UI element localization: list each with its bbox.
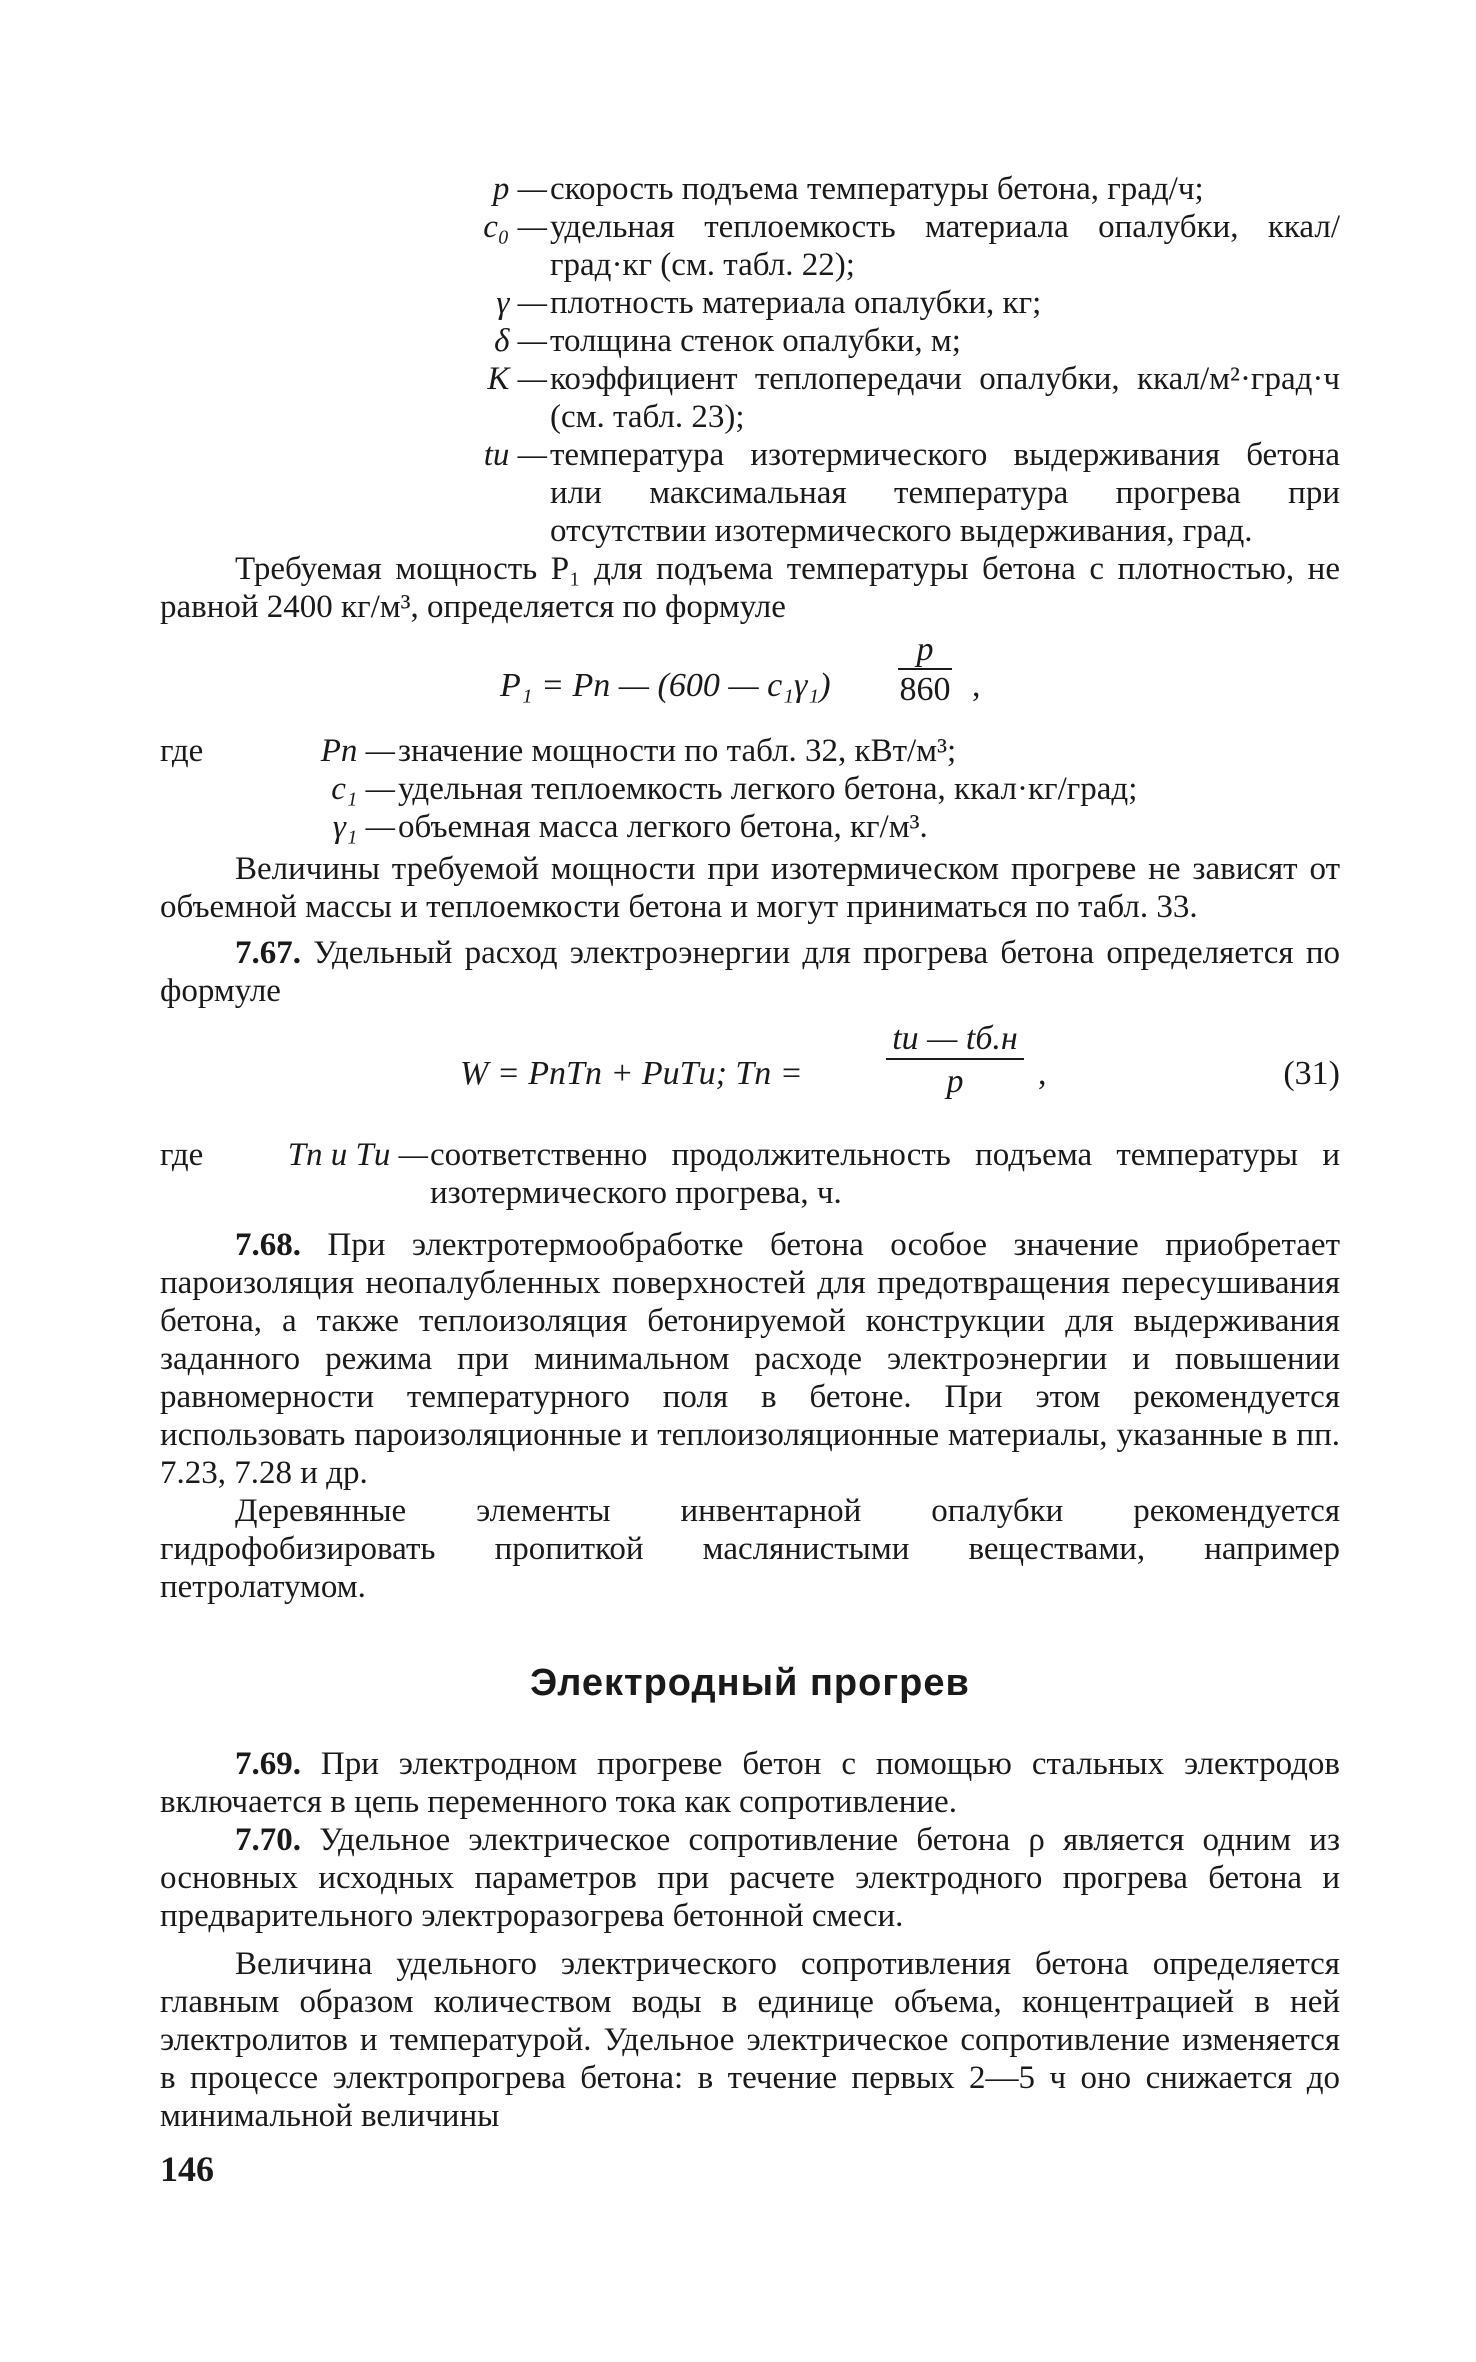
formula-main: W = PпTп + PиTи; Tп = bbox=[460, 1055, 803, 1092]
definition-symbol: δ — bbox=[494, 323, 547, 359]
paragraph-7-69 bbox=[160, 1745, 1340, 1821]
definition-text: толщина стенок опалубки, м; bbox=[550, 323, 961, 359]
paragraph-7-70 bbox=[160, 1821, 1340, 1935]
paragraph-7-68 bbox=[160, 1226, 1340, 1492]
clause-number: 7.67. bbox=[235, 935, 301, 971]
fraction-numerator: p bbox=[916, 631, 934, 668]
definition-symbol: c₁ — bbox=[331, 771, 395, 807]
definition-symbol: tи — bbox=[483, 437, 547, 473]
formula-number: (31) bbox=[1283, 1055, 1340, 1092]
definition-text: скорость подъема температуры бетона, град/ч; bbox=[550, 171, 1204, 207]
paragraph-7-67 bbox=[160, 934, 1340, 1010]
variable-definitions bbox=[160, 170, 1340, 550]
paragraph-wooden-elements: Деревянные элементы инвентарной опалубки рекомендуется гидрофобизировать пропиткой маслянистыми веществами, например петролатумом. bbox=[160, 1493, 1340, 1605]
definition-symbol: Tп и Tи — bbox=[287, 1137, 428, 1173]
definition-item bbox=[160, 808, 1340, 846]
definition-item bbox=[160, 770, 1340, 808]
definition-item bbox=[160, 360, 1340, 436]
page-body bbox=[160, 170, 1340, 2135]
definition-symbol: Pп — bbox=[320, 733, 395, 769]
clause-text: При электродном прогреве бетон с помощью стальных электродов включается в цепь переменного тока как сопротивление. bbox=[160, 1746, 1341, 1820]
page-number: 146 bbox=[160, 2149, 214, 2189]
definition-text: удельная теплоемкость легкого бетона, ккал·кг/град; bbox=[398, 771, 1138, 807]
definition-text: плотность материала опалубки, кг; bbox=[550, 285, 1042, 321]
definition-item bbox=[160, 208, 1340, 284]
where-definitions-1 bbox=[160, 732, 1340, 846]
section-heading: Электродный прогрев bbox=[530, 1662, 970, 1704]
where-label: где bbox=[160, 1137, 204, 1173]
definition-text: соответственно продолжительность подъема температуры и изотермического прогрева, ч. bbox=[430, 1137, 1340, 1211]
formula-fraction bbox=[890, 632, 960, 710]
formula-main: P₁ = Pп — (600 — c₁γ₁) bbox=[500, 667, 831, 704]
definition-symbol: K — bbox=[487, 361, 547, 397]
fraction-denominator: 860 bbox=[899, 671, 951, 708]
definition-text: коэффициент теплопередачи опалубки, ккал/м²·град·ч (см. табл. 23); bbox=[550, 361, 1340, 435]
formula-power bbox=[160, 632, 1340, 728]
paragraph-required-power: Требуемая мощность P₁ для подъема температуры бетона с плотностью, не равной 2400 кг/м³, определяется по формуле bbox=[160, 551, 1340, 625]
paragraph-values: Величины требуемой мощности при изотермическом прогреве не зависят от объемной массы и теплоемкости бетона и могут приниматься по табл. 33. bbox=[160, 851, 1340, 925]
definition-symbol: c₀ — bbox=[483, 209, 547, 245]
clause-number: 7.69. bbox=[235, 1746, 301, 1782]
paragraph-resistance: Величина удельного электрического сопротивления бетона определяется главным образом количеством воды в единице объема, концентрацией в ней электролитов и температурой. Удельное электрическое сопротивление изменяется в процессе электропрогрева бетона: в течение первых 2—5 ч оно снижается до минимальной величины bbox=[160, 1946, 1340, 2134]
clause-text: При электротермообработке бетона особое значение приобретает пароизоляция неопалубленных поверхностей для предотвращения пересушивания бетона, а также теплоизоляция бетонируемой конструкции для выдерживания заданного режима при минимальном расходе электроэнергии и повышении равномерности температурного поля в бетоне. При этом рекомендуется использовать пароизоляционные и теплоизоляционные материалы, указанные в пп. 7.23, 7.28 и др. bbox=[160, 1227, 1340, 1491]
fraction-denominator: p bbox=[946, 1063, 964, 1100]
definition-item bbox=[160, 436, 1340, 550]
where-label: где bbox=[160, 733, 204, 769]
formula-fraction bbox=[880, 1020, 1030, 1104]
clause-text: Удельный расход электроэнергии для прогрева бетона определяется по формуле bbox=[160, 935, 1340, 1009]
clause-number: 7.70. bbox=[235, 1822, 301, 1858]
formula-tail: , bbox=[1038, 1055, 1047, 1092]
definition-text: объемная масса легкого бетона, кг/м³. bbox=[398, 809, 928, 845]
fraction-numerator: tи — tб.н bbox=[892, 1020, 1018, 1057]
definition-text: значение мощности по табл. 32, кВт/м³; bbox=[398, 733, 957, 769]
definition-item bbox=[160, 170, 1340, 208]
definition-symbol: γ₁ — bbox=[332, 809, 395, 845]
clause-number: 7.68. bbox=[235, 1227, 301, 1263]
formula-tail: , bbox=[972, 667, 981, 704]
where-definitions-2 bbox=[160, 1136, 1340, 1212]
clause-text: Удельное электрическое сопротивление бетона ρ является одним из основных исходных параметров при расчете электродного прогрева бетона и предварительного электроразогрева бетонной смеси. bbox=[160, 1822, 1340, 1934]
definition-item bbox=[160, 1136, 1340, 1212]
definition-item bbox=[160, 284, 1340, 322]
formula-energy bbox=[160, 1020, 1340, 1130]
definition-symbol: p — bbox=[492, 171, 547, 207]
definition-symbol: γ — bbox=[496, 285, 547, 321]
definition-item bbox=[160, 322, 1340, 360]
definition-text: удельная теплоемкость материала опалубки, ккал/град·кг (см. табл. 22); bbox=[550, 209, 1340, 283]
definition-item bbox=[160, 732, 1340, 770]
definition-text: температура изотермического выдерживания бетона или максимальная температура прогрева при отсутствии изотермического выдерживания, град. bbox=[550, 437, 1340, 549]
